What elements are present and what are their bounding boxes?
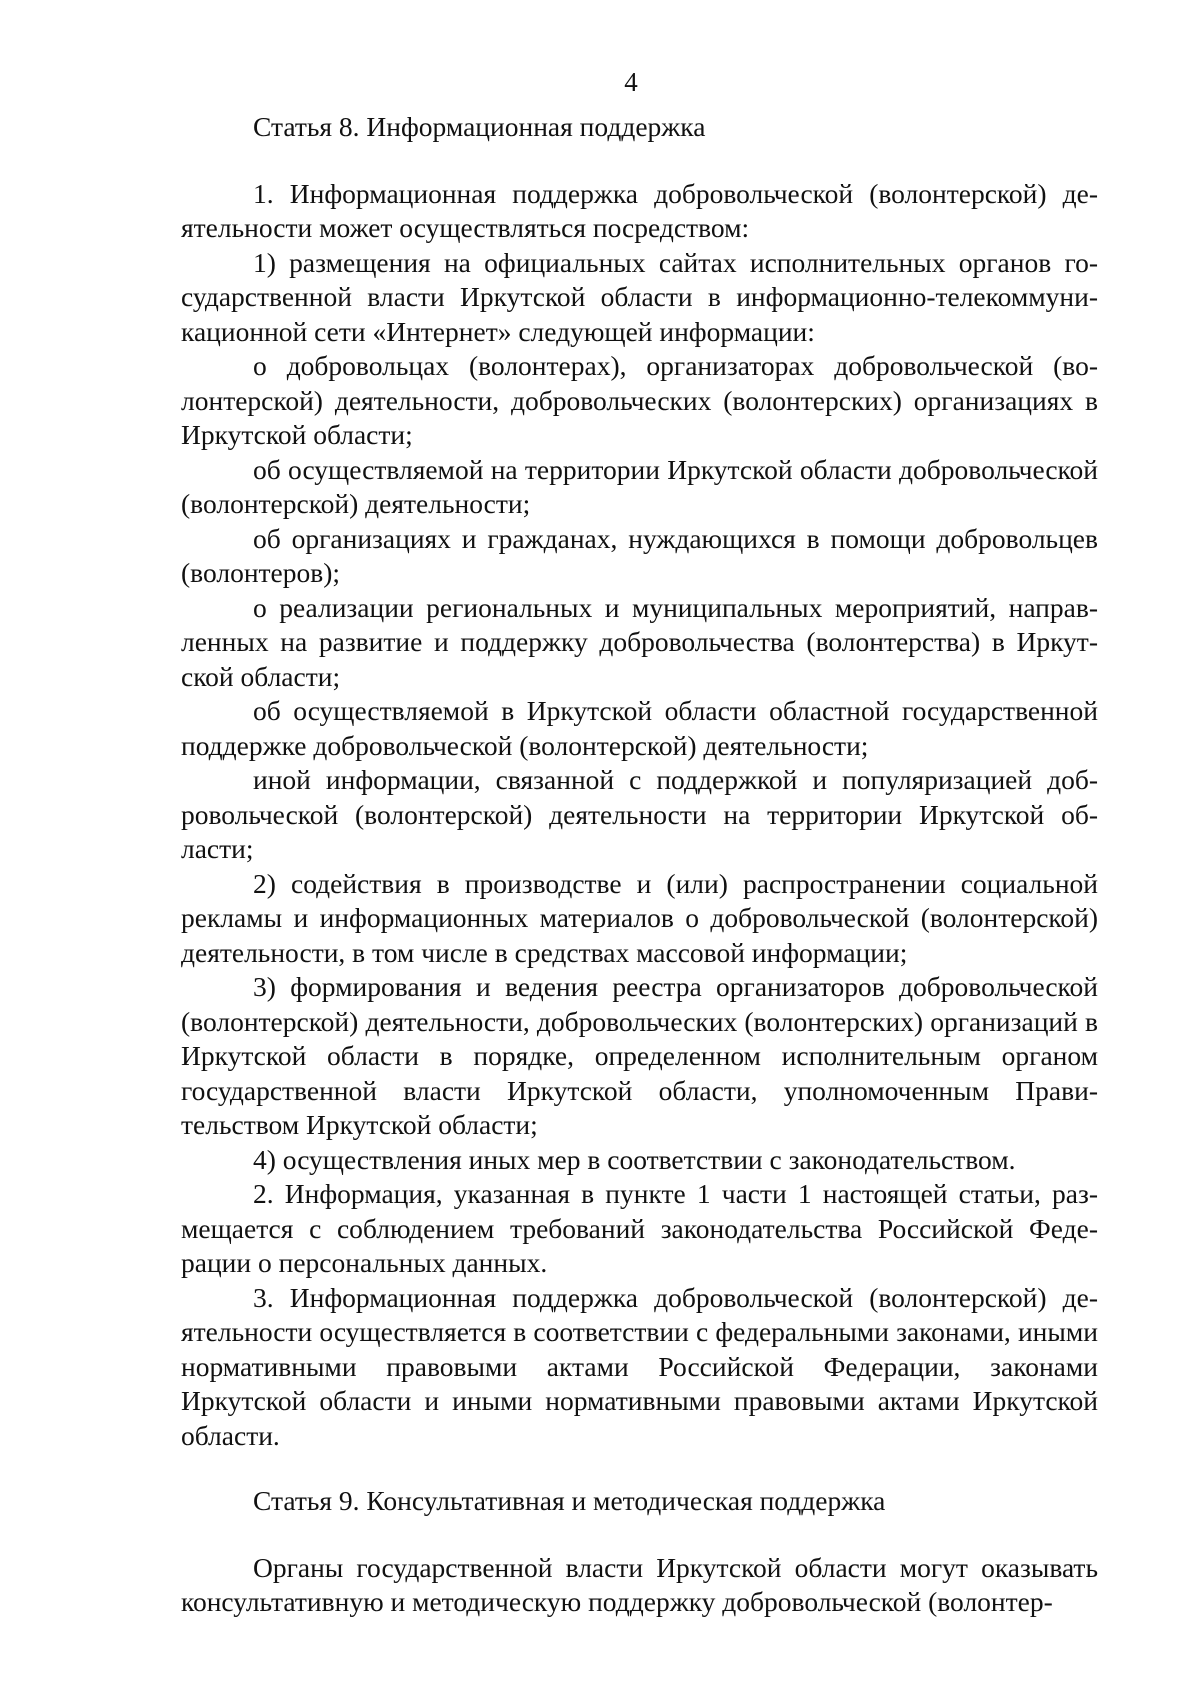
paragraph: о реализации региональных и муниципальных мероприятий, направленных на развитие и поддержку добровольчества (волонтерства) в Иркутской области; [181,591,1098,692]
paragraph: 3) формирования и ведения реестра организаторов добровольческой (волонтерской) деятельности, добровольческих (волонтерских) организаций в Иркутской области в порядке, определенном исполнительным органом государственной власти Иркутской области, уполномоченным Правительством Иркутской области; [181,971,1098,1140]
page-number: 4 [624,67,638,97]
paragraph: 3. Информационная поддержка добровольческой (волонтерской) деятельности осуществляется в соответствии с федеральными законами, иными нормативными правовыми актами Российской Федерации, законами Иркутской области и иными нормативными правовыми актами Иркутской области. [181,1281,1098,1451]
paragraph: Органы государственной власти Иркутской области могут оказывать консультативную и методическую поддержку добровольческой (волонтер- [181,1551,1098,1617]
paragraph: о добровольцах (волонтерах), организаторах добровольческой (волонтерской) деятельности, добровольческих (волонтерских) организациях в Иркутской области; [181,350,1098,450]
article-9-title: Статья 9. Консультативная и методическая поддержка [253,1485,886,1516]
paragraph: об организациях и гражданах, нуждающихся в помощи добровольцев (волонтеров); [181,522,1098,588]
article-9-body [181,1551,1098,1620]
paragraph: 4) осуществления иных мер в соответствии с законодательством. [253,1143,1016,1175]
paragraph: 1) размещения на официальных сайтах исполнительных органов государственной власти Иркутской области в информационно-телекоммуникационной сети «Интернет» следующей информации: [181,246,1098,347]
article-9 [181,1484,1098,1620]
paragraph: 1. Информационная поддержка добровольческой (волонтерской) деятельности может осуществляться посредством: [181,177,1098,243]
article-8-body [181,177,1098,1454]
paragraph: иной информации, связанной с поддержкой и популяризацией добровольческой (волонтерской) деятельности на территории Иркутской области; [181,764,1098,864]
article-8-title: Статья 8. Информационная поддержка [253,111,706,142]
paragraph: 2) содействия в производстве и (или) распространении социальной рекламы и информационных материалов о добровольческой (волонтерской) деятельности, в том числе в средствах массовой информации; [181,867,1098,968]
document-body [181,110,1098,1620]
article-8 [181,110,1098,1453]
paragraph: 2. Информация, указанная в пункте 1 части 1 настоящей статьи, размещается с соблюдением требований законодательства Российской Федерации о персональных данных. [181,1178,1098,1278]
paragraph: об осуществляемой на территории Иркутской области добровольческой (волонтерской) деятельности; [181,453,1098,519]
paragraph: об осуществляемой в Иркутской области областной государственной поддержке добровольческой (волонтерской) деятельности; [181,695,1098,761]
